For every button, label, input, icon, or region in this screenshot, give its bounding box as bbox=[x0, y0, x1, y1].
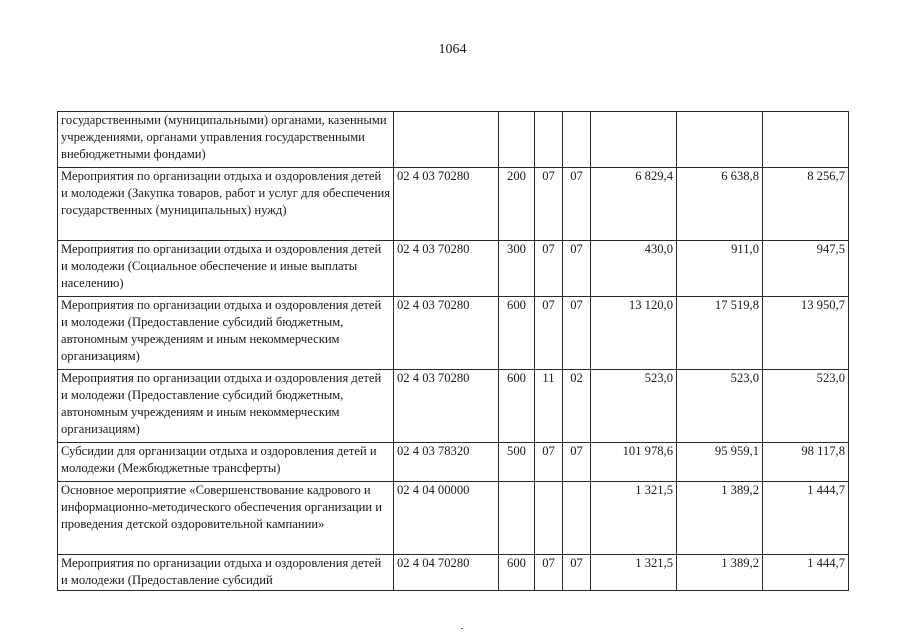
description-cell: Мероприятия по организации отдыха и оздоровления детей и молодежи (Предоставление субсидий bbox=[58, 555, 394, 591]
amount-year3-cell: 947,5 bbox=[763, 241, 849, 297]
description-cell: Мероприятия по организации отдыха и оздоровления детей и молодежи (Закупка товаров, работ и услуг для обеспечения государственных (муниципальных) нужд) bbox=[58, 168, 394, 241]
expense-type-cell: 600 bbox=[499, 297, 535, 370]
expense-type-cell bbox=[499, 482, 535, 555]
table-row bbox=[58, 482, 849, 555]
description-cell: Мероприятия по организации отдыха и оздоровления детей и молодежи (Предоставление субсидий бюджетным, автономным учреждениям и иным некоммерческим организациям) bbox=[58, 297, 394, 370]
description-cell: государственными (муниципальными) органами, казенными учреждениями, органами управления государственными внебюджетными фондами) bbox=[58, 112, 394, 168]
page-number: 1064 bbox=[438, 42, 467, 57]
amount-year1-cell: 13 120,0 bbox=[591, 297, 677, 370]
section-cell bbox=[535, 112, 563, 168]
amount-year1-cell: 1 321,5 bbox=[591, 482, 677, 555]
amount-year2-cell: 95 959,1 bbox=[677, 443, 763, 482]
table-row bbox=[58, 555, 849, 591]
table-row bbox=[58, 168, 849, 241]
amount-year2-cell: 911,0 bbox=[677, 241, 763, 297]
amount-year2-cell bbox=[677, 112, 763, 168]
subsection-cell: 07 bbox=[563, 168, 591, 241]
amount-year1-cell: 1 321,5 bbox=[591, 555, 677, 591]
amount-year2-cell: 17 519,8 bbox=[677, 297, 763, 370]
amount-year1-cell bbox=[591, 112, 677, 168]
amount-year3-cell: 13 950,7 bbox=[763, 297, 849, 370]
amount-year3-cell: 98 117,8 bbox=[763, 443, 849, 482]
section-cell: 07 bbox=[535, 443, 563, 482]
amount-year2-cell: 523,0 bbox=[677, 370, 763, 443]
amount-year3-cell bbox=[763, 112, 849, 168]
expense-type-cell: 200 bbox=[499, 168, 535, 241]
table-row bbox=[58, 241, 849, 297]
code-cell bbox=[394, 112, 499, 168]
table-row bbox=[58, 443, 849, 482]
amount-year1-cell: 430,0 bbox=[591, 241, 677, 297]
section-cell: 07 bbox=[535, 168, 563, 241]
code-cell: 02 4 03 70280 bbox=[394, 370, 499, 443]
code-cell: 02 4 03 70280 bbox=[394, 297, 499, 370]
amount-year1-cell: 6 829,4 bbox=[591, 168, 677, 241]
code-cell: 02 4 03 78320 bbox=[394, 443, 499, 482]
subsection-cell bbox=[563, 112, 591, 168]
amount-year2-cell: 6 638,8 bbox=[677, 168, 763, 241]
description-cell: Основное мероприятие «Совершенствование кадрового и информационно-методического обеспечения организации и проведения детской оздоровительной кампании» bbox=[58, 482, 394, 555]
subsection-cell: 07 bbox=[563, 555, 591, 591]
subsection-cell: 02 bbox=[563, 370, 591, 443]
amount-year3-cell: 8 256,7 bbox=[763, 168, 849, 241]
table-body bbox=[58, 112, 849, 591]
subsection-cell: 07 bbox=[563, 297, 591, 370]
page-end-mark bbox=[461, 628, 463, 629]
code-cell: 02 4 04 70280 bbox=[394, 555, 499, 591]
code-cell: 02 4 03 70280 bbox=[394, 168, 499, 241]
section-cell bbox=[535, 482, 563, 555]
description-cell: Мероприятия по организации отдыха и оздоровления детей и молодежи (Предоставление субсидий бюджетным, автономным учреждениям и иным некоммерческим организациям) bbox=[58, 370, 394, 443]
section-cell: 07 bbox=[535, 241, 563, 297]
description-cell: Мероприятия по организации отдыха и оздоровления детей и молодежи (Социальное обеспечение и иные выплаты населению) bbox=[58, 241, 394, 297]
subsection-cell: 07 bbox=[563, 241, 591, 297]
expense-type-cell: 500 bbox=[499, 443, 535, 482]
amount-year2-cell: 1 389,2 bbox=[677, 555, 763, 591]
table-row bbox=[58, 370, 849, 443]
subsection-cell: 07 bbox=[563, 443, 591, 482]
expense-type-cell: 600 bbox=[499, 370, 535, 443]
description-cell: Субсидии для организации отдыха и оздоровления детей и молодежи (Межбюджетные трансферты) bbox=[58, 443, 394, 482]
table-row bbox=[58, 112, 849, 168]
amount-year3-cell: 523,0 bbox=[763, 370, 849, 443]
amount-year1-cell: 523,0 bbox=[591, 370, 677, 443]
section-cell: 07 bbox=[535, 555, 563, 591]
amount-year3-cell: 1 444,7 bbox=[763, 555, 849, 591]
expense-type-cell: 600 bbox=[499, 555, 535, 591]
section-cell: 11 bbox=[535, 370, 563, 443]
amount-year2-cell: 1 389,2 bbox=[677, 482, 763, 555]
subsection-cell bbox=[563, 482, 591, 555]
amount-year3-cell: 1 444,7 bbox=[763, 482, 849, 555]
budget-table bbox=[57, 111, 849, 591]
amount-year1-cell: 101 978,6 bbox=[591, 443, 677, 482]
table-row bbox=[58, 297, 849, 370]
expense-type-cell bbox=[499, 112, 535, 168]
expense-type-cell: 300 bbox=[499, 241, 535, 297]
section-cell: 07 bbox=[535, 297, 563, 370]
code-cell: 02 4 03 70280 bbox=[394, 241, 499, 297]
code-cell: 02 4 04 00000 bbox=[394, 482, 499, 555]
